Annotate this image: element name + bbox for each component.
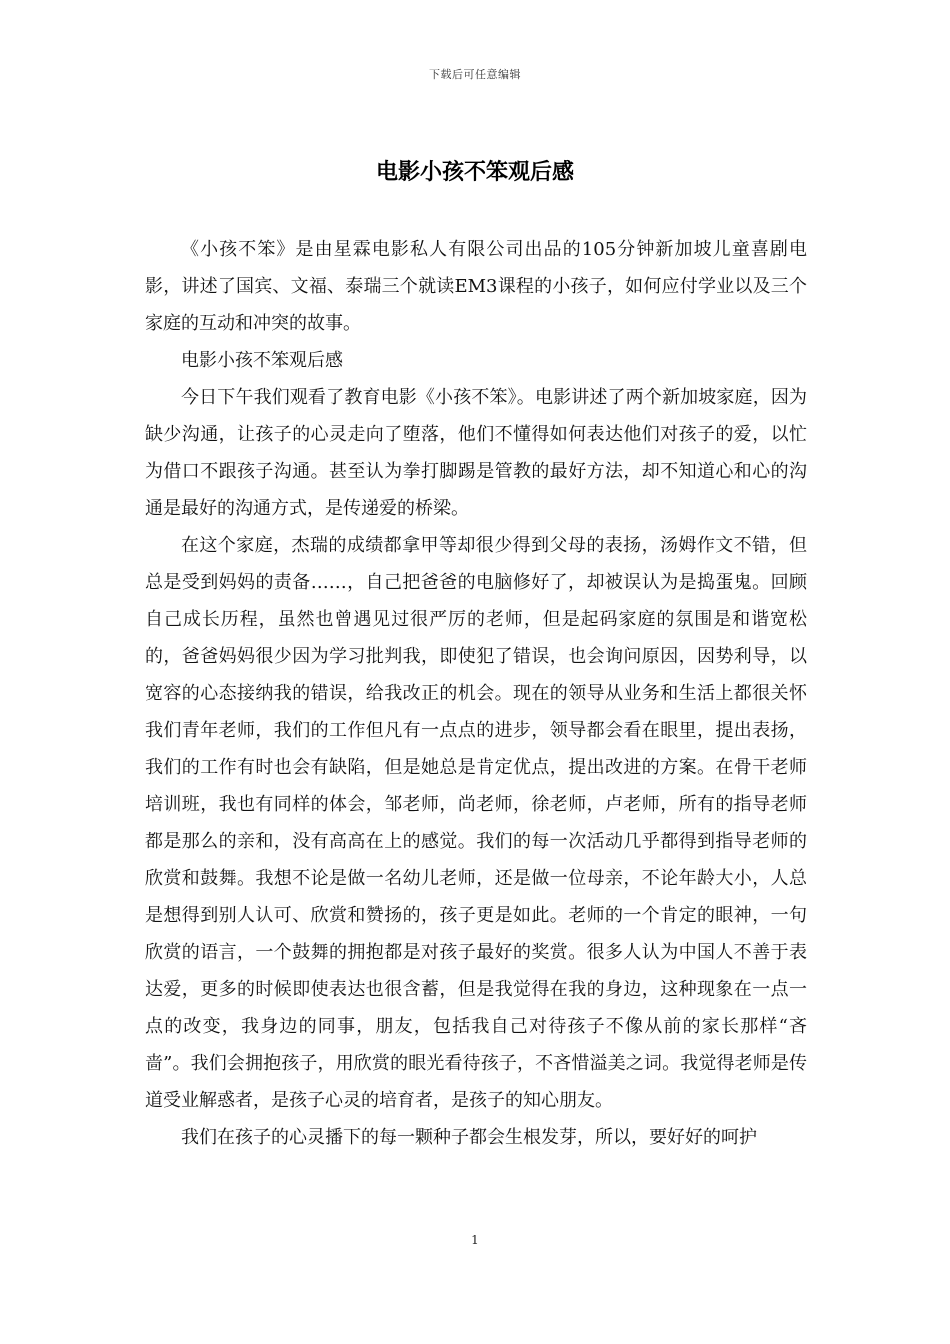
paragraph: 在这个家庭，杰瑞的成绩都拿甲等却很少得到父母的表扬，汤姆作文不错，但总是受到妈妈的责备……，自己把爸爸的电脑修好了，却被误认为是捣蛋鬼。回顾自己成长历程，虽然也曾遇见过很严厉的老师，但是起码家庭的氛围是和谐宽松的，爸爸妈妈很少因为学习批判我，即使犯了错误，也会询问原因，因势利导，以宽容的心态接纳我的错误，给我改正的机会。现在的领导从业务和生活上都很关怀我们青年老师，我们的工作但凡有一点点的进步，领导都会看在眼里，提出表扬，我们的工作有时也会有缺陷，但是她总是肯定优点，提出改进的方案。在骨干老师培训班，我也有同样的体会，邹老师，尚老师，徐老师，卢老师，所有的指导老师都是那么的亲和，没有高高在上的感觉。我们的每一次活动几乎都得到指导老师的欣赏和鼓舞。我想不论是做一名幼儿老师，还是做一位母亲，不论年龄大小，人总是想得到别人认可、欣赏和赞扬的，孩子更是如此。老师的一个肯定的眼神，一句欣赏的语言，一个鼓舞的拥抱都是对孩子最好的奖赏。很多人认为中国人不善于表达爱，更多的时候即使表达也很含蓄，但是我觉得在我的身边，这种现象在一点一点的改变，我身边的同事，朋友，包括我自己对待孩子不像从前的家长那样“吝啬”。我们会拥抱孩子，用欣赏的眼光看待孩子，不吝惜溢美之词。我觉得老师是传道受业解惑者，是孩子心灵的培育者，是孩子的知心朋友。 <box>145 535 807 1111</box>
page-number: 1 <box>471 1233 479 1247</box>
page-header: 下载后可任意编辑 <box>429 68 521 81</box>
paragraph: 我们在孩子的心灵播下的每一颗种子都会生根发芽，所以，要好好的呵护 <box>181 1127 757 1148</box>
paragraph: 今日下午我们观看了教育电影《小孩不笨》。电影讲述了两个新加坡家庭，因为缺少沟通，让孩子的心灵走向了堕落，他们不懂得如何表达他们对孩子的爱，以忙为借口不跟孩子沟通。甚至认为拳打脚踢是管教的最好方法，却不知道心和心的沟通是最好的沟通方式，是传递爱的桥梁。 <box>145 387 807 519</box>
paragraph-intro: 《小孩不笨》是由星霖电影私人有限公司出品的105分钟新加坡儿童喜剧电影，讲述了国宾、文福、泰瑞三个就读EM3课程的小孩子，如何应付学业以及三个家庭的互动和冲突的故事。 <box>145 239 807 334</box>
document-title: 电影小孩不笨观后感 <box>375 159 574 185</box>
paragraph-subheading: 电影小孩不笨观后感 <box>181 350 343 371</box>
document-body <box>145 231 807 1156</box>
